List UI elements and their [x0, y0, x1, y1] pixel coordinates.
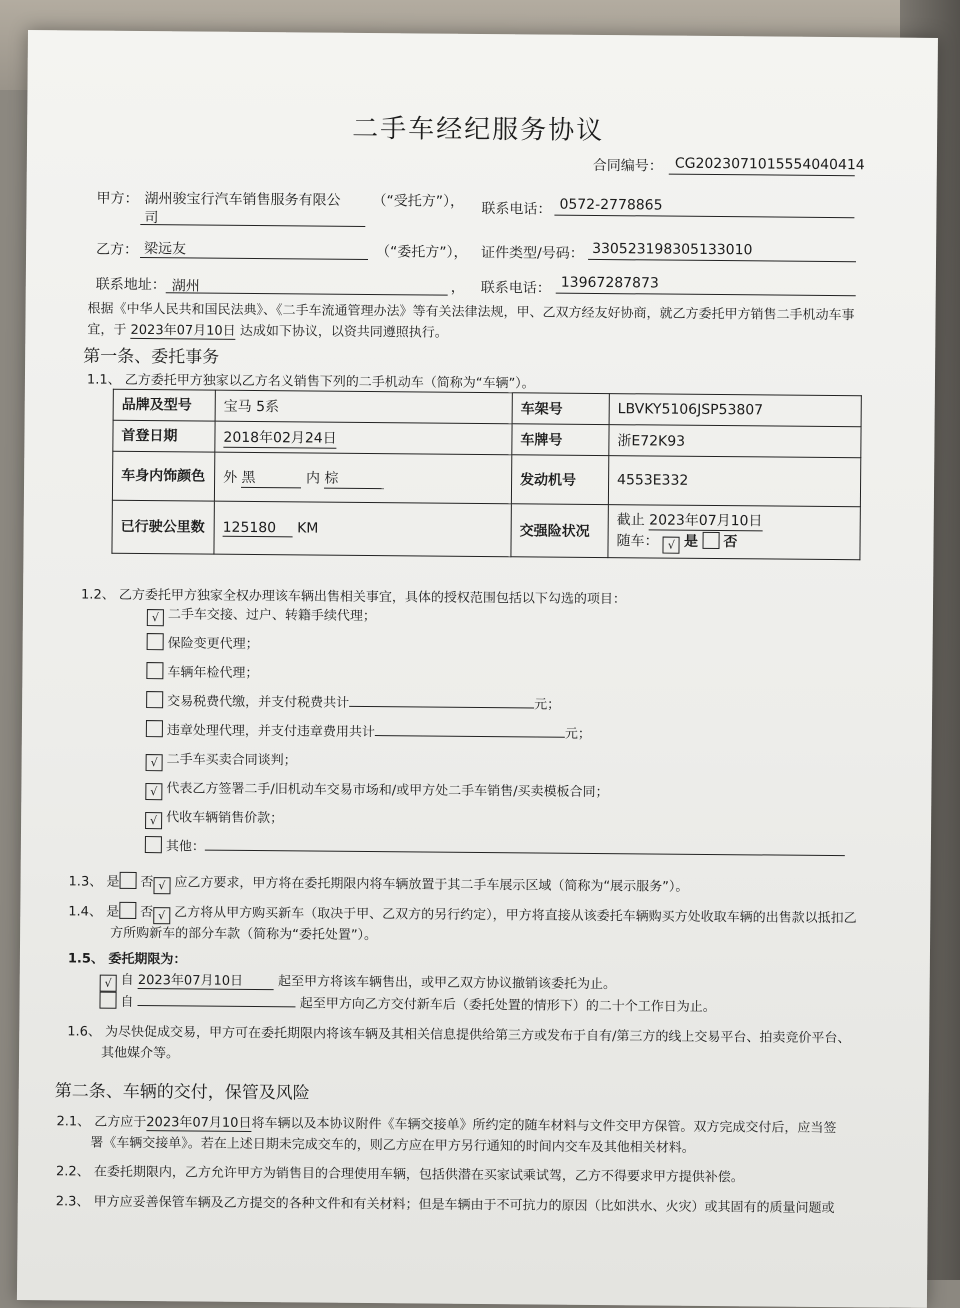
mileage-value: 125180 — [223, 519, 293, 537]
color-interior-label: 内 — [305, 469, 321, 487]
contract-number: CG2023071015554040414 — [674, 155, 865, 174]
plate-value: 浙E72K93 — [609, 425, 861, 458]
checkbox-no[interactable]: √ — [153, 907, 170, 924]
clause-1-6 — [67, 1020, 850, 1046]
currency-suffix: 元； — [534, 697, 561, 713]
color-exterior-label: 外 — [223, 469, 238, 486]
checkbox[interactable] — [147, 633, 164, 650]
amount-blank[interactable] — [375, 735, 565, 738]
checklist-item-text: 二手车交接、过户、转籍手续代理； — [167, 607, 376, 625]
clause-num: 1.6、 — [67, 1024, 102, 1040]
checkbox[interactable]: √ — [100, 975, 117, 992]
mileage-label: 已行驶公里数 — [112, 500, 214, 554]
engine-value: 4553E332 — [608, 456, 860, 507]
checkbox[interactable]: √ — [146, 754, 163, 771]
underline — [166, 292, 448, 295]
underline — [588, 259, 856, 262]
clause-text: 为尽快促成交易，甲方可在委托期限内将该车辆及其相关信息提供给第三方或发布于自有/第三方的线上交易平台、拍卖竞价平台、 — [105, 1024, 851, 1047]
brand-label: 品牌及型号 — [113, 389, 215, 421]
underline — [140, 257, 368, 260]
section1-heading: 第一条、委托事务 — [83, 346, 220, 368]
reg-date-value: 2018年02月24日 — [223, 426, 336, 448]
checklist-item-text: 代收车辆销售价款； — [166, 810, 284, 827]
clause-num: 1.3、 — [68, 874, 103, 890]
clause-text: 在委托期限内，乙方允许甲方为销售目的合理使用车辆，包括供潜在买家试乘试驾，乙方不得要求甲方提供补偿。 — [93, 1164, 744, 1186]
color-label: 车身内饰颜色 — [112, 451, 214, 501]
delivery-date: 2023年07月10日 — [146, 1111, 251, 1132]
checkbox[interactable]: √ — [145, 812, 162, 829]
clause-num: 2.1、 — [56, 1114, 91, 1130]
no-label: 否 — [723, 534, 738, 551]
clause-1-4-line2: 方所购新车的部分车款（简称为“委托处置”）。 — [110, 925, 378, 944]
yes-label: 是 — [683, 533, 699, 550]
checkbox[interactable] — [146, 691, 163, 708]
checkbox-yes[interactable]: √ — [663, 537, 680, 554]
checklist-item-text: 其他： — [165, 839, 205, 855]
insurance-with-car-label: 随车： — [616, 533, 659, 550]
color-interior: 棕 — [324, 467, 384, 489]
checkbox[interactable] — [146, 662, 163, 679]
underline — [554, 215, 854, 219]
clause-title: 委托期限为： — [108, 951, 187, 968]
address-value: 湖州 — [171, 278, 200, 295]
clause-1-2: 1.2、 乙方委托甲方独家全权办理该车辆出售相关事宜，具体的授权范围包括以下勾选的项目： — [81, 587, 626, 608]
checklist-item-text: 保险变更代理； — [167, 636, 259, 653]
party-a-label: 甲方： — [96, 190, 139, 207]
checkbox-no[interactable]: √ — [153, 877, 170, 894]
brand-value: 宝马 5系 — [215, 390, 512, 424]
clause-1-6-line2: 其他媒介等。 — [101, 1045, 180, 1062]
contract-paper — [17, 30, 938, 1308]
term-option-2 — [99, 991, 715, 1015]
party-b-phone-label: 联系电话： — [480, 279, 551, 297]
term-text: 起至甲方向乙方交付新车后（委托处置的情形下）的二十个工作日为止。 — [299, 996, 716, 1016]
clause-2-2 — [56, 1160, 744, 1185]
clause-1-5 — [68, 947, 187, 967]
clause-1-1: 1.1、 乙方委托甲方独家以乙方名义销售下列的二手机动车（简称为“车辆”）。 — [86, 372, 535, 392]
party-a-role: （“受托方”）， — [372, 193, 465, 210]
clause-text: 应乙方要求，甲方将在委托期限内将车辆放置于其二手车展示区域（简称为“展示服务”）。 — [174, 875, 689, 895]
authorization-checklist — [145, 603, 847, 870]
party-a-name-line1: 湖州骏宝行汽车销售服务有限公 — [144, 191, 341, 209]
party-b-label: 乙方： — [96, 241, 139, 258]
underline — [669, 174, 855, 177]
insurance-date: 2023年07月10日 — [649, 509, 762, 531]
checkbox[interactable]: √ — [147, 609, 164, 626]
underline — [556, 293, 856, 297]
checklist-item-text: 违章处理代理，并支付违章费用共计 — [166, 723, 375, 741]
reg-date-label: 首登日期 — [113, 420, 215, 452]
from-label: 自 — [120, 972, 134, 988]
intro-line1: 根据《中华人民共和国民法典》、《二手车流通管理办法》等有关法律法规，甲、乙双方经友好协商，就乙方委托甲方销售二手机动车事 — [87, 301, 855, 324]
clause-num: 2.3、 — [55, 1194, 90, 1210]
checklist-item-text: 交易税费代缴，并支付税费共计 — [167, 694, 350, 711]
vehicle-table — [111, 389, 861, 561]
clause-1-3 — [68, 870, 688, 898]
clause-2-1-line2: 署《车辆交接单》。若在上述日期未完成交车的，则乙方应在甲方另行通知的时间内交车及其他相关材料。 — [90, 1135, 695, 1156]
yes-label: 是 — [106, 874, 120, 890]
checkbox[interactable] — [145, 836, 162, 853]
party-a-name-line2: 司 — [144, 210, 159, 227]
checkbox[interactable] — [99, 992, 116, 1009]
clause-pre: 乙方应于 — [94, 1114, 147, 1131]
no-label: 否 — [140, 875, 154, 891]
clause-num: 2.2、 — [55, 1164, 90, 1180]
amount-blank[interactable] — [349, 706, 534, 709]
checkbox[interactable]: √ — [145, 783, 162, 800]
checkbox[interactable] — [146, 720, 163, 737]
party-b-id-label: 证件类型/号码： — [481, 244, 584, 262]
clause-text: 将车辆以及本协议附件《车辆交接单》所约定的随车材料与文件交甲方保管。双方完成交付后，应当签 — [251, 1115, 837, 1137]
insurance-label: 交强险状况 — [511, 504, 608, 558]
vin-label: 车架号 — [512, 393, 609, 425]
contract-number-label: 合同编号： — [592, 157, 663, 175]
document-title: 二手车经纪服务协议 — [352, 113, 605, 147]
checkbox-no[interactable] — [702, 532, 719, 549]
clause-num: 1.4、 — [68, 904, 103, 920]
party-b-phone: 13967287873 — [560, 274, 659, 292]
clause-num: 1.5、 — [67, 951, 104, 967]
checklist-item-text: 代表乙方签署二手/旧机动车交易市场和/或甲方处二手车销售/买卖模板合同； — [166, 781, 609, 801]
plate-label: 车牌号 — [512, 424, 609, 456]
color-exterior: 黑 — [241, 466, 301, 488]
party-b-name: 梁远友 — [144, 241, 187, 258]
clause-2-3 — [56, 1190, 835, 1216]
section2-heading: 第二条、车辆的交付，保管及风险 — [54, 1081, 310, 1104]
term-start-blank[interactable] — [138, 1005, 296, 1007]
checkbox-yes[interactable] — [119, 872, 136, 889]
clause-text: 乙方将从甲方购买新车（取决于甲、乙双方的另行约定），甲方将直接从该委托车辆购买方处收取车辆的出售款以抵扣乙 — [174, 905, 857, 927]
insurance-prefix: 截止 — [616, 512, 645, 529]
vin-value: LBVKY5106JSP53807 — [609, 394, 861, 427]
clause-text: 甲方应妥善保管车辆及乙方提交的各种文件和有关材料；但是车辆由于不可抗力的原因（比如洪水、火灾）或其固有的质量问题或 — [93, 1194, 835, 1217]
checklist-item — [145, 835, 845, 870]
address-comma: ， — [450, 279, 465, 296]
currency-suffix: 元； — [564, 726, 591, 742]
intro-post: 达成如下协议，以资共同遵照执行。 — [239, 323, 448, 341]
party-a-phone-label: 联系电话： — [481, 200, 552, 218]
address-label: 联系地址： — [95, 276, 166, 294]
engine-label: 发动机号 — [511, 455, 608, 505]
party-b-role: （“委托方”）， — [376, 244, 468, 261]
party-b-id: 330523198305133010 — [592, 240, 753, 259]
yes-label: 是 — [106, 904, 120, 920]
intro-date: 2023年07月10日 — [130, 319, 235, 340]
other-blank[interactable] — [205, 850, 845, 857]
mileage-unit: KM — [297, 519, 319, 537]
from-label: 自 — [120, 994, 134, 1010]
checkbox-yes[interactable] — [119, 902, 136, 919]
underline — [140, 224, 365, 227]
checklist-item-text: 车辆年检代理； — [167, 665, 259, 682]
term-text: 起至甲方将该车辆售出，或甲乙双方协议撤销该委托为止。 — [277, 974, 617, 993]
checklist-item-text: 二手车买卖合同谈判； — [166, 752, 297, 769]
term-start-date: 2023年07月10日 — [138, 969, 274, 990]
party-a-phone: 0572-2778865 — [559, 196, 663, 214]
no-label: 否 — [140, 905, 154, 921]
intro-pre: 宜，于 — [87, 322, 127, 338]
